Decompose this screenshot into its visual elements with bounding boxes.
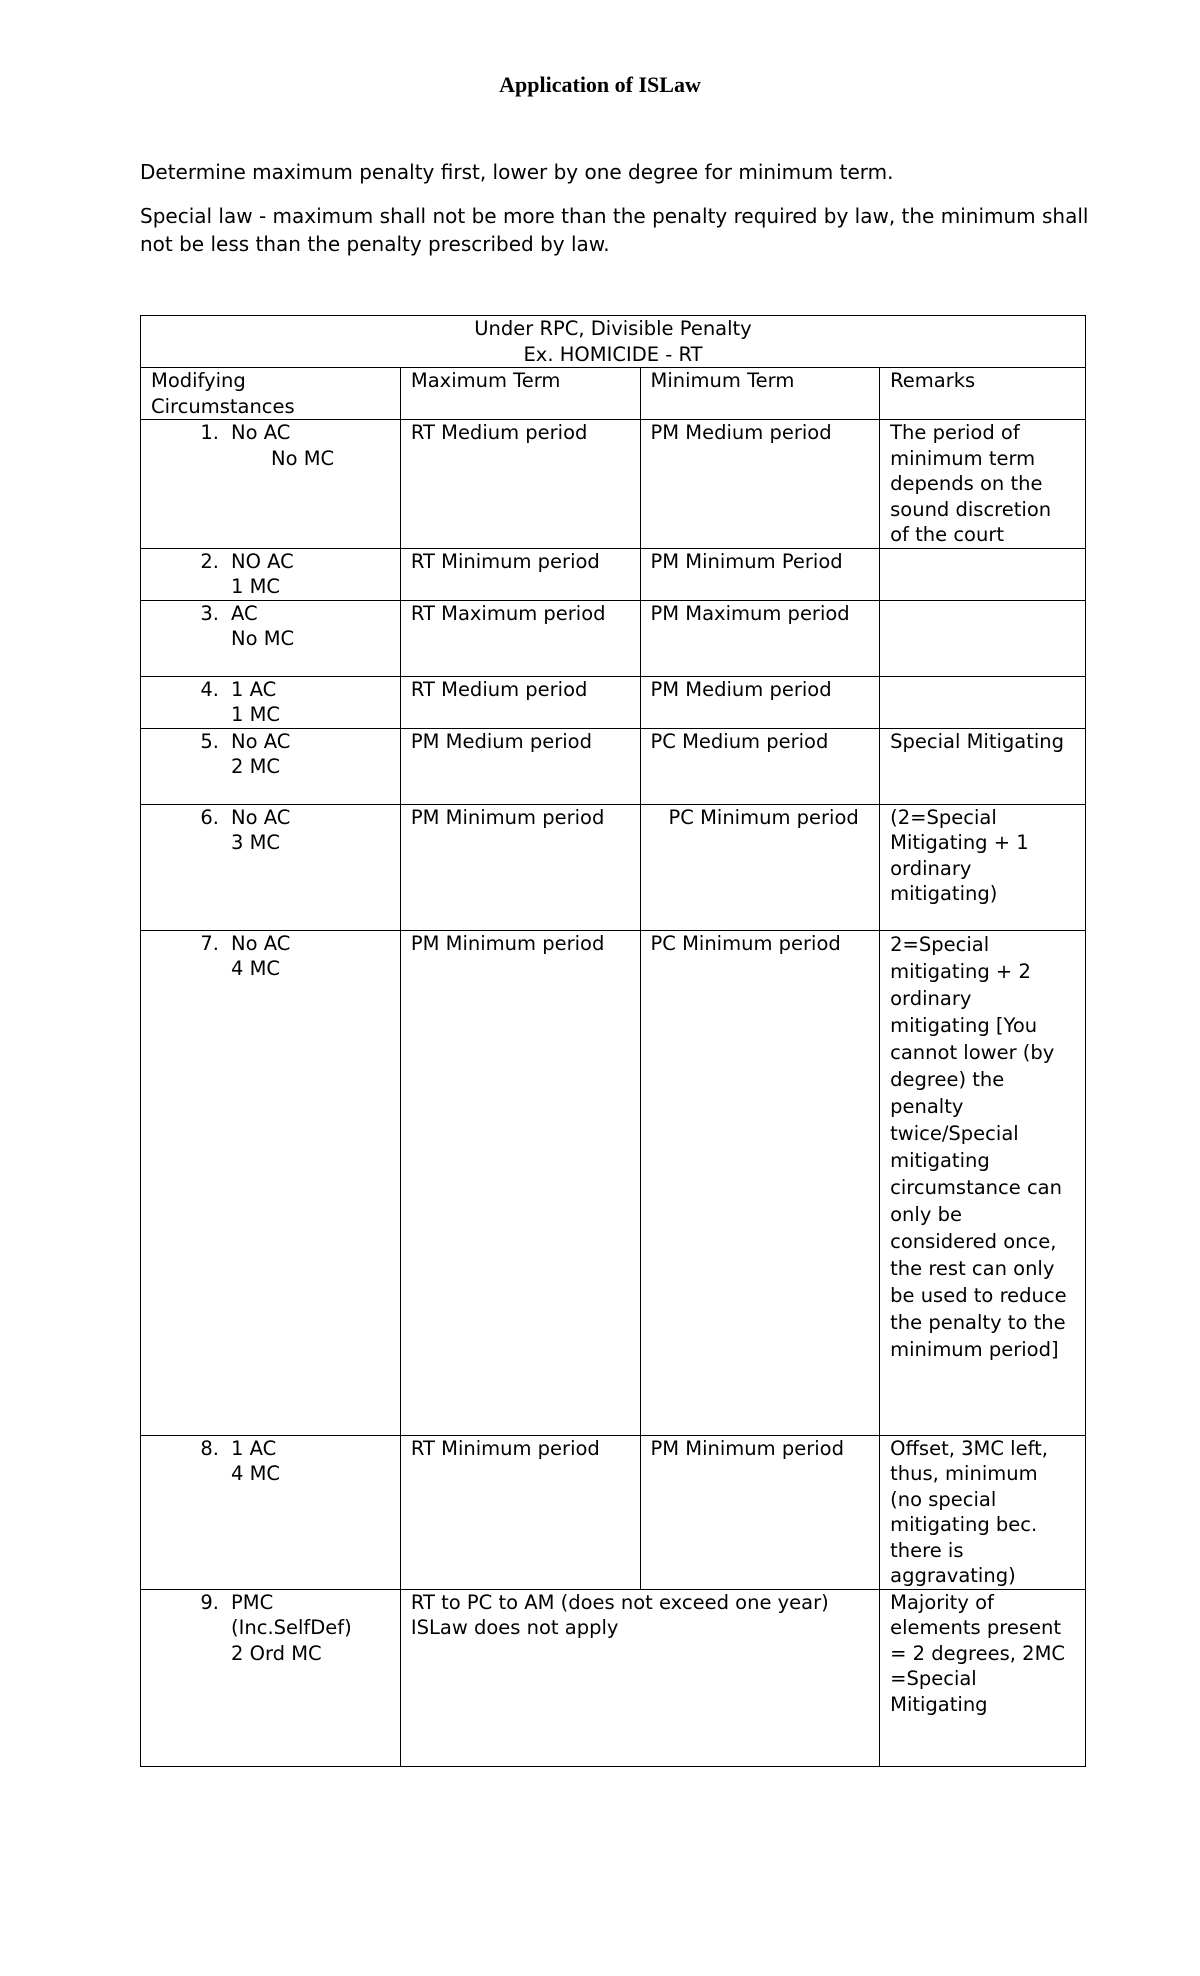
table-row xyxy=(141,728,1086,804)
header-modifying-circumstances: Modifying Circumstances xyxy=(141,368,401,420)
remarks-cell xyxy=(880,600,1086,676)
table-row xyxy=(141,676,1086,728)
table-title-line-1: Under RPC, Divisible Penalty xyxy=(474,317,752,340)
table-title-row xyxy=(141,316,1086,368)
maximum-term-cell: PM Minimum period xyxy=(400,930,640,1435)
circumstance-line: 4 MC xyxy=(231,1462,281,1485)
circumstances-cell xyxy=(141,804,401,930)
table-row xyxy=(141,1435,1086,1589)
minimum-term-cell: PC Minimum period xyxy=(640,930,880,1435)
circumstance-line: No MC xyxy=(231,627,295,650)
minimum-term-cell: PM Minimum Period xyxy=(640,548,880,600)
penalty-table xyxy=(140,315,1086,1767)
circumstances-cell xyxy=(141,1435,401,1589)
circumstances-cell xyxy=(141,676,401,728)
circumstances-cell xyxy=(141,420,401,549)
circumstance-line: 1 AC xyxy=(231,1436,277,1460)
table-header-row xyxy=(141,368,1086,420)
paragraph-maximum-penalty: Determine maximum penalty first, lower by one degree for minimum term. xyxy=(140,160,894,184)
maximum-term-cell: RT Medium period xyxy=(400,676,640,728)
table-row xyxy=(141,600,1086,676)
minimum-term-cell: PC Medium period xyxy=(640,728,880,804)
header-minimum-term: Minimum Term xyxy=(640,368,880,420)
row-number: 1. xyxy=(200,421,219,444)
circumstance-line: 1 MC xyxy=(231,703,281,726)
header-remarks: Remarks xyxy=(880,368,1086,420)
row-number: 5. xyxy=(200,729,219,753)
remarks-cell: Offset, 3MC left, thus, minimum (no special mitigating bec. there is aggravating) xyxy=(880,1435,1086,1589)
circumstance-line: (Inc.SelfDef) xyxy=(231,1616,352,1639)
minimum-term-cell xyxy=(640,804,880,930)
table-row xyxy=(141,930,1086,1435)
circumstance-line: No AC xyxy=(231,931,291,955)
circumstance-line: 1 AC xyxy=(231,677,277,701)
remarks-cell xyxy=(880,548,1086,600)
circumstance-line: No AC xyxy=(231,421,291,444)
circumstances-cell xyxy=(141,548,401,600)
row-number: 7. xyxy=(200,931,219,955)
table-row xyxy=(141,420,1086,549)
remarks-cell: 2=Special mitigating + 2 ordinary mitigating [You cannot lower (by degree) the penalty twice/Special mitigating circumstance can only be considered once, the rest can only be used to reduce the penalty to the minimum period] xyxy=(880,930,1086,1435)
row-number: 6. xyxy=(200,805,219,829)
header-maximum-term: Maximum Term xyxy=(400,368,640,420)
circumstance-line: 1 MC xyxy=(231,575,281,598)
table-row xyxy=(141,804,1086,930)
circumstance-line: No AC xyxy=(231,729,291,753)
minimum-term-cell: PM Medium period xyxy=(640,676,880,728)
minimum-term-cell: PM Medium period xyxy=(640,420,880,549)
paragraph-special-law: Special law - maximum shall not be more than the penalty required by law, the minimum shall not be less than the penalty prescribed by law. xyxy=(140,204,1089,256)
row-number: 8. xyxy=(200,1436,219,1460)
remarks-cell: Special Mitigating xyxy=(880,728,1086,804)
minimum-term-text: PC Minimum period xyxy=(668,805,859,829)
circumstance-line: 2 Ord MC xyxy=(231,1641,322,1665)
minimum-term-cell: PM Minimum period xyxy=(640,1435,880,1589)
maximum-term-cell: PM Medium period xyxy=(400,728,640,804)
circumstance-line: PMC xyxy=(231,1590,274,1614)
remarks-cell: (2=Special Mitigating + 1 ordinary mitigating) xyxy=(880,804,1086,930)
circumstances-cell xyxy=(141,930,401,1435)
maximum-term-cell: RT Medium period xyxy=(400,420,640,549)
table-title-line-2: Ex. HOMICIDE - RT xyxy=(523,342,703,366)
maximum-term-cell: RT Maximum period xyxy=(400,600,640,676)
merged-term-cell: RT to PC to AM (does not exceed one year) ISLaw does not apply xyxy=(400,1589,879,1766)
remarks-cell xyxy=(880,676,1086,728)
maximum-term-cell: RT Minimum period xyxy=(400,1435,640,1589)
circumstance-line: 2 MC xyxy=(231,755,281,778)
table-title-cell xyxy=(141,316,1086,368)
circumstances-cell xyxy=(141,600,401,676)
circumstance-line: 3 MC xyxy=(231,831,281,854)
circumstance-line: No MC xyxy=(271,446,335,470)
row-number: 3. xyxy=(200,601,219,625)
table-row xyxy=(141,548,1086,600)
circumstance-line: NO AC xyxy=(231,549,294,573)
maximum-term-cell: PM Minimum period xyxy=(400,804,640,930)
minimum-term-cell: PM Maximum period xyxy=(640,600,880,676)
row-number: 4. xyxy=(200,677,219,701)
document-title: Application of ISLaw xyxy=(499,72,701,97)
row-number: 2. xyxy=(200,549,219,573)
circumstances-cell xyxy=(141,728,401,804)
remarks-cell: Majority of elements present = 2 degrees, 2MC =Special Mitigating xyxy=(880,1589,1086,1766)
circumstances-cell xyxy=(141,1589,401,1766)
circumstance-line: AC xyxy=(231,601,258,625)
remarks-cell: The period of minimum term depends on the sound discretion of the court xyxy=(880,420,1086,549)
row-number: 9. xyxy=(200,1590,219,1614)
circumstance-line: 4 MC xyxy=(231,957,281,980)
maximum-term-cell: RT Minimum period xyxy=(400,548,640,600)
table-row xyxy=(141,1589,1086,1766)
circumstance-line: No AC xyxy=(231,805,291,829)
